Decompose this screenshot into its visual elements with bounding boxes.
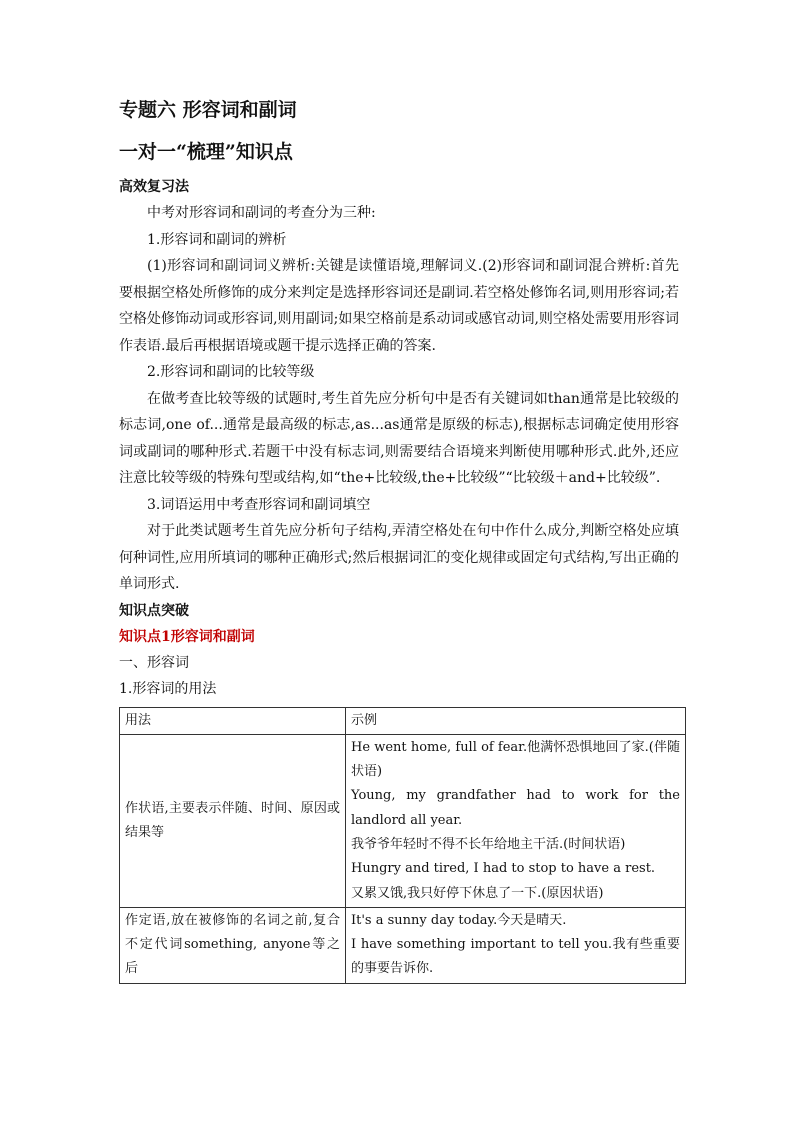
- intro-paragraph: 中考对形容词和副词的考查分为三种:: [147, 205, 376, 221]
- item1-body: (1)形容词和副词词义辨析:关键是读懂语境,理解词义.(2)形容词和副词混合辨析:首先要根据空格处所修饰的成分来判定是选择形容词还是副词.若空格处修饰名词,则用形容词;若空格处修饰动词或形容词,则用副词;如果空格前是系动词或感官动词,则空格处需要用形容词作表语.最后再根据语境或题干提示选择正确的答案.: [119, 258, 679, 354]
- example-line: Hungry and tired, I had to stop to have a rest.: [351, 861, 656, 877]
- page-subtitle: 一对一“梳理”知识点: [119, 141, 293, 163]
- section-heading-breakthrough: 知识点突破: [119, 602, 189, 619]
- table-header-example: 示例: [346, 707, 686, 734]
- example-line: 我爷爷年轻时不得不长年给地主干活.(时间状语): [351, 836, 626, 852]
- example-line: Young, my grandfather had to work for the landlord all year.: [351, 788, 680, 828]
- table-cell-usage: 作状语,主要表示伴随、时间、原因或结果等: [120, 734, 346, 907]
- table-row: [120, 907, 686, 983]
- page-title: 专题六 形容词和副词: [119, 99, 297, 121]
- table-cell-examples: [346, 734, 686, 907]
- table-header-usage: 用法: [120, 707, 346, 734]
- example-line: He went home, full of fear.他满怀恐惧地回了家.(伴随状语): [351, 739, 680, 780]
- item3-title: 3.词语运用中考查形容词和副词填空: [147, 496, 371, 513]
- knowledge-point-heading: 知识点1形容词和副词: [119, 628, 255, 645]
- item1-title: 1.形容词和副词的辨析: [147, 231, 287, 248]
- table-header-row: [120, 707, 686, 734]
- table-row: [120, 734, 686, 907]
- item2-body: 在做考查比较等级的试题时,考生首先应分析句中是否有关键词如than通常是比较级的标志词,one of...通常是最高级的标志,as...as通常是原级的标志),根据标志词确定使用形容词或副词的哪种形式.若题干中没有标志词,则需要结合语境来判断使用哪种形式.此外,还应注意比较等级的特殊句型或结构,如“the+比较级,the+比较级”“比较级＋and+比较级”.: [119, 390, 679, 486]
- table-cell-usage: 作定语,放在被修饰的名词之前,复合不定代词something, anyone等之后: [120, 907, 346, 983]
- document-content: [119, 96, 679, 984]
- item2-title: 2.形容词和副词的比较等级: [147, 364, 315, 380]
- usage-title: 1.形容词的用法: [119, 681, 217, 697]
- section-heading-review: 高效复习法: [119, 179, 189, 195]
- example-line: 又累又饿,我只好停下休息了一下.(原因状语): [351, 885, 604, 901]
- example-line: It's a sunny day today.今天是晴天.: [351, 912, 567, 928]
- sub-heading-adjective: 一、形容词: [119, 654, 189, 671]
- item3-body: 对于此类试题考生首先应分析句子结构,弄清空格处在句中作什么成分,判断空格处应填何种词性,应用所填词的哪种正确形式;然后根据词汇的变化规律或固定句式结构,写出正确的单词形式.: [119, 523, 679, 592]
- usage-table: [119, 707, 686, 984]
- example-line: I have something important to tell you.我有些重要的事要告诉你.: [351, 937, 680, 977]
- table-cell-examples: [346, 907, 686, 983]
